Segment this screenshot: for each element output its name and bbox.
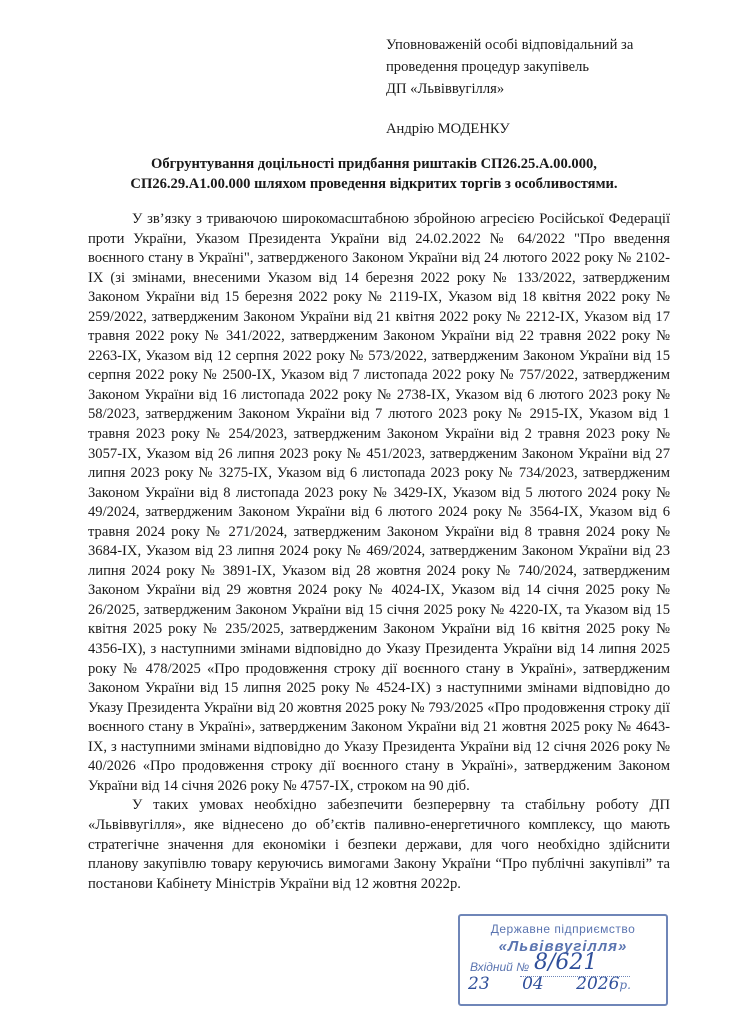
stamp-incoming-label: Вхідний № (470, 960, 530, 974)
document-title (88, 154, 660, 194)
stamp-date-suffix: р. (619, 978, 631, 992)
addressee-block (386, 34, 686, 100)
stamp-company-name: «Львіввугілля» (498, 938, 628, 955)
recipient-name: Андрію МОДЕНКУ (386, 121, 510, 137)
stamp-date (468, 974, 631, 994)
stamp-date-month: 04 (522, 974, 544, 994)
body-paragraph: У зв’язку з триваючою широкомасштабною збройною агресією Російської Федерації проти України, Указом Президента України від 24.02.2022 № 64/2022 "Про введення воєнного стану в Україні", затвердженого Законом України від 24 лютого 2022 року № 2102-IX (зі змінами, внесеними Указом від 14 березня 2022 року № 133/2022, затвердженим Законом України від 15 березня 2022 року № 2119-IX, Указом від 18 квітня 2022 року № 259/2022, затвердженим Законом України від 21 квітня 2022 року № 2212-IX, Указом від 17 травня 2022 року № 341/2022, затвердженим Законом України від 22 травня 2022 року № 2263-IX, Указом від 12 серпня 2022 року № 573/2022, затвердженим Законом України від 15 серпня 2022 року № 2500-IX, Указом від 7 листопада 2022 року № 757/2022, затвердженим Законом України від 16 листопада 2022 року № 2738-IX, Указом від 6 лютого 2023 року № 58/2023, затвердженим Законом України від 7 лютого 2023 року № 2915-IX, Указом від 1 травня 2023 року № 254/2023, затвердженим Законом України від 2 травня 2023 року № 3057-IX, Указом від 26 липня 2023 року № 451/2023, затвердженим Законом України від 27 липня 2023 року № 3275-IX, Указом від 6 листопада 2023 року № 734/2023, затвердженим Законом України від 8 листопада 2023 року № 3429-IX, Указом від 5 лютого 2024 року № 49/2024, затвердженим Законом України від 6 лютого 2024 року № 3564-IX, Указом від 6 травня 2024 року № 271/2024, затвердженим Законом України від 8 травня 2024 року № 3684-IX, Указом від 23 липня 2024 року № 469/2024, затвердженим Законом України від 23 липня 2024 року № 3891-IX, Указом від 28 жовтня 2024 року № 740/2024, затвердженим Законом України від 29 жовтня 2024 року № 4024-IX, Указом від 14 січня 2025 року № 26/2025, затвердженим Законом України від 15 січня 2025 року № 4220-IX, та Указом від 15 квітня 2025 року № 235/2025, затвердженим Законом України від 16 квітня 2025 року № 4356-IX), з наступними змінами відповідно до Указу Президента України від 14 липня 2025 року № 478/2025 «Про продовження строку дії воєнного стану в Україні», затвердженим Законом України від 15 липня 2025 року № 4524-IX) з наступними змінами відповідно до Указу Президента України від 20 жовтня 2025 року № 793/2025 «Про продовження строку дії воєнного стану в Україні», затвердженим Законом України від 21 жовтня 2025 року № 4643-IX, з наступними змінами відповідно до Указу Президента України від 12 січня 2026 року № 40/2026 «Про продовження строку дії воєнного стану в Україні», затвердженим Законом України від 14 січня 2026 року № 4757-IX, строком на 90 діб. (88, 211, 670, 794)
registration-stamp (458, 914, 668, 1006)
addressee-line: проведення процедур закупівель (386, 59, 590, 75)
stamp-organization: Державне підприємство (490, 922, 636, 936)
stamp-date-year: 2026 (576, 974, 620, 994)
title-line: Обгрунтування доцільності придбання риштаків СП26.25.А.00.000, (151, 156, 597, 172)
addressee-line: ДП «Львіввугілля» (386, 81, 505, 97)
body-paragraph: У таких умовах необхідно забезпечити безперервну та стабільну роботу ДП «Львіввугілля», яке віднесено до об’єктів паливно-енергетичного комплексу, що мають стратегічне значення для економіки і безпеки держави, для чого необхідно здійснити планову закупівлю товару керуючись вимогами Закону України “Про публічні закупівлі” та постанови Кабінету Міністрів України від 12 жовтня 2022р. (88, 797, 670, 892)
addressee-line: Уповноваженій особі відповідальний за (386, 37, 634, 53)
stamp-date-day: 23 (468, 974, 490, 994)
title-line: СП26.29.А1.00.000 шляхом проведення відкритих торгів з особливостями. (130, 176, 618, 192)
stamp-incoming-number: 8/621 (534, 950, 598, 975)
document-body (88, 210, 670, 894)
